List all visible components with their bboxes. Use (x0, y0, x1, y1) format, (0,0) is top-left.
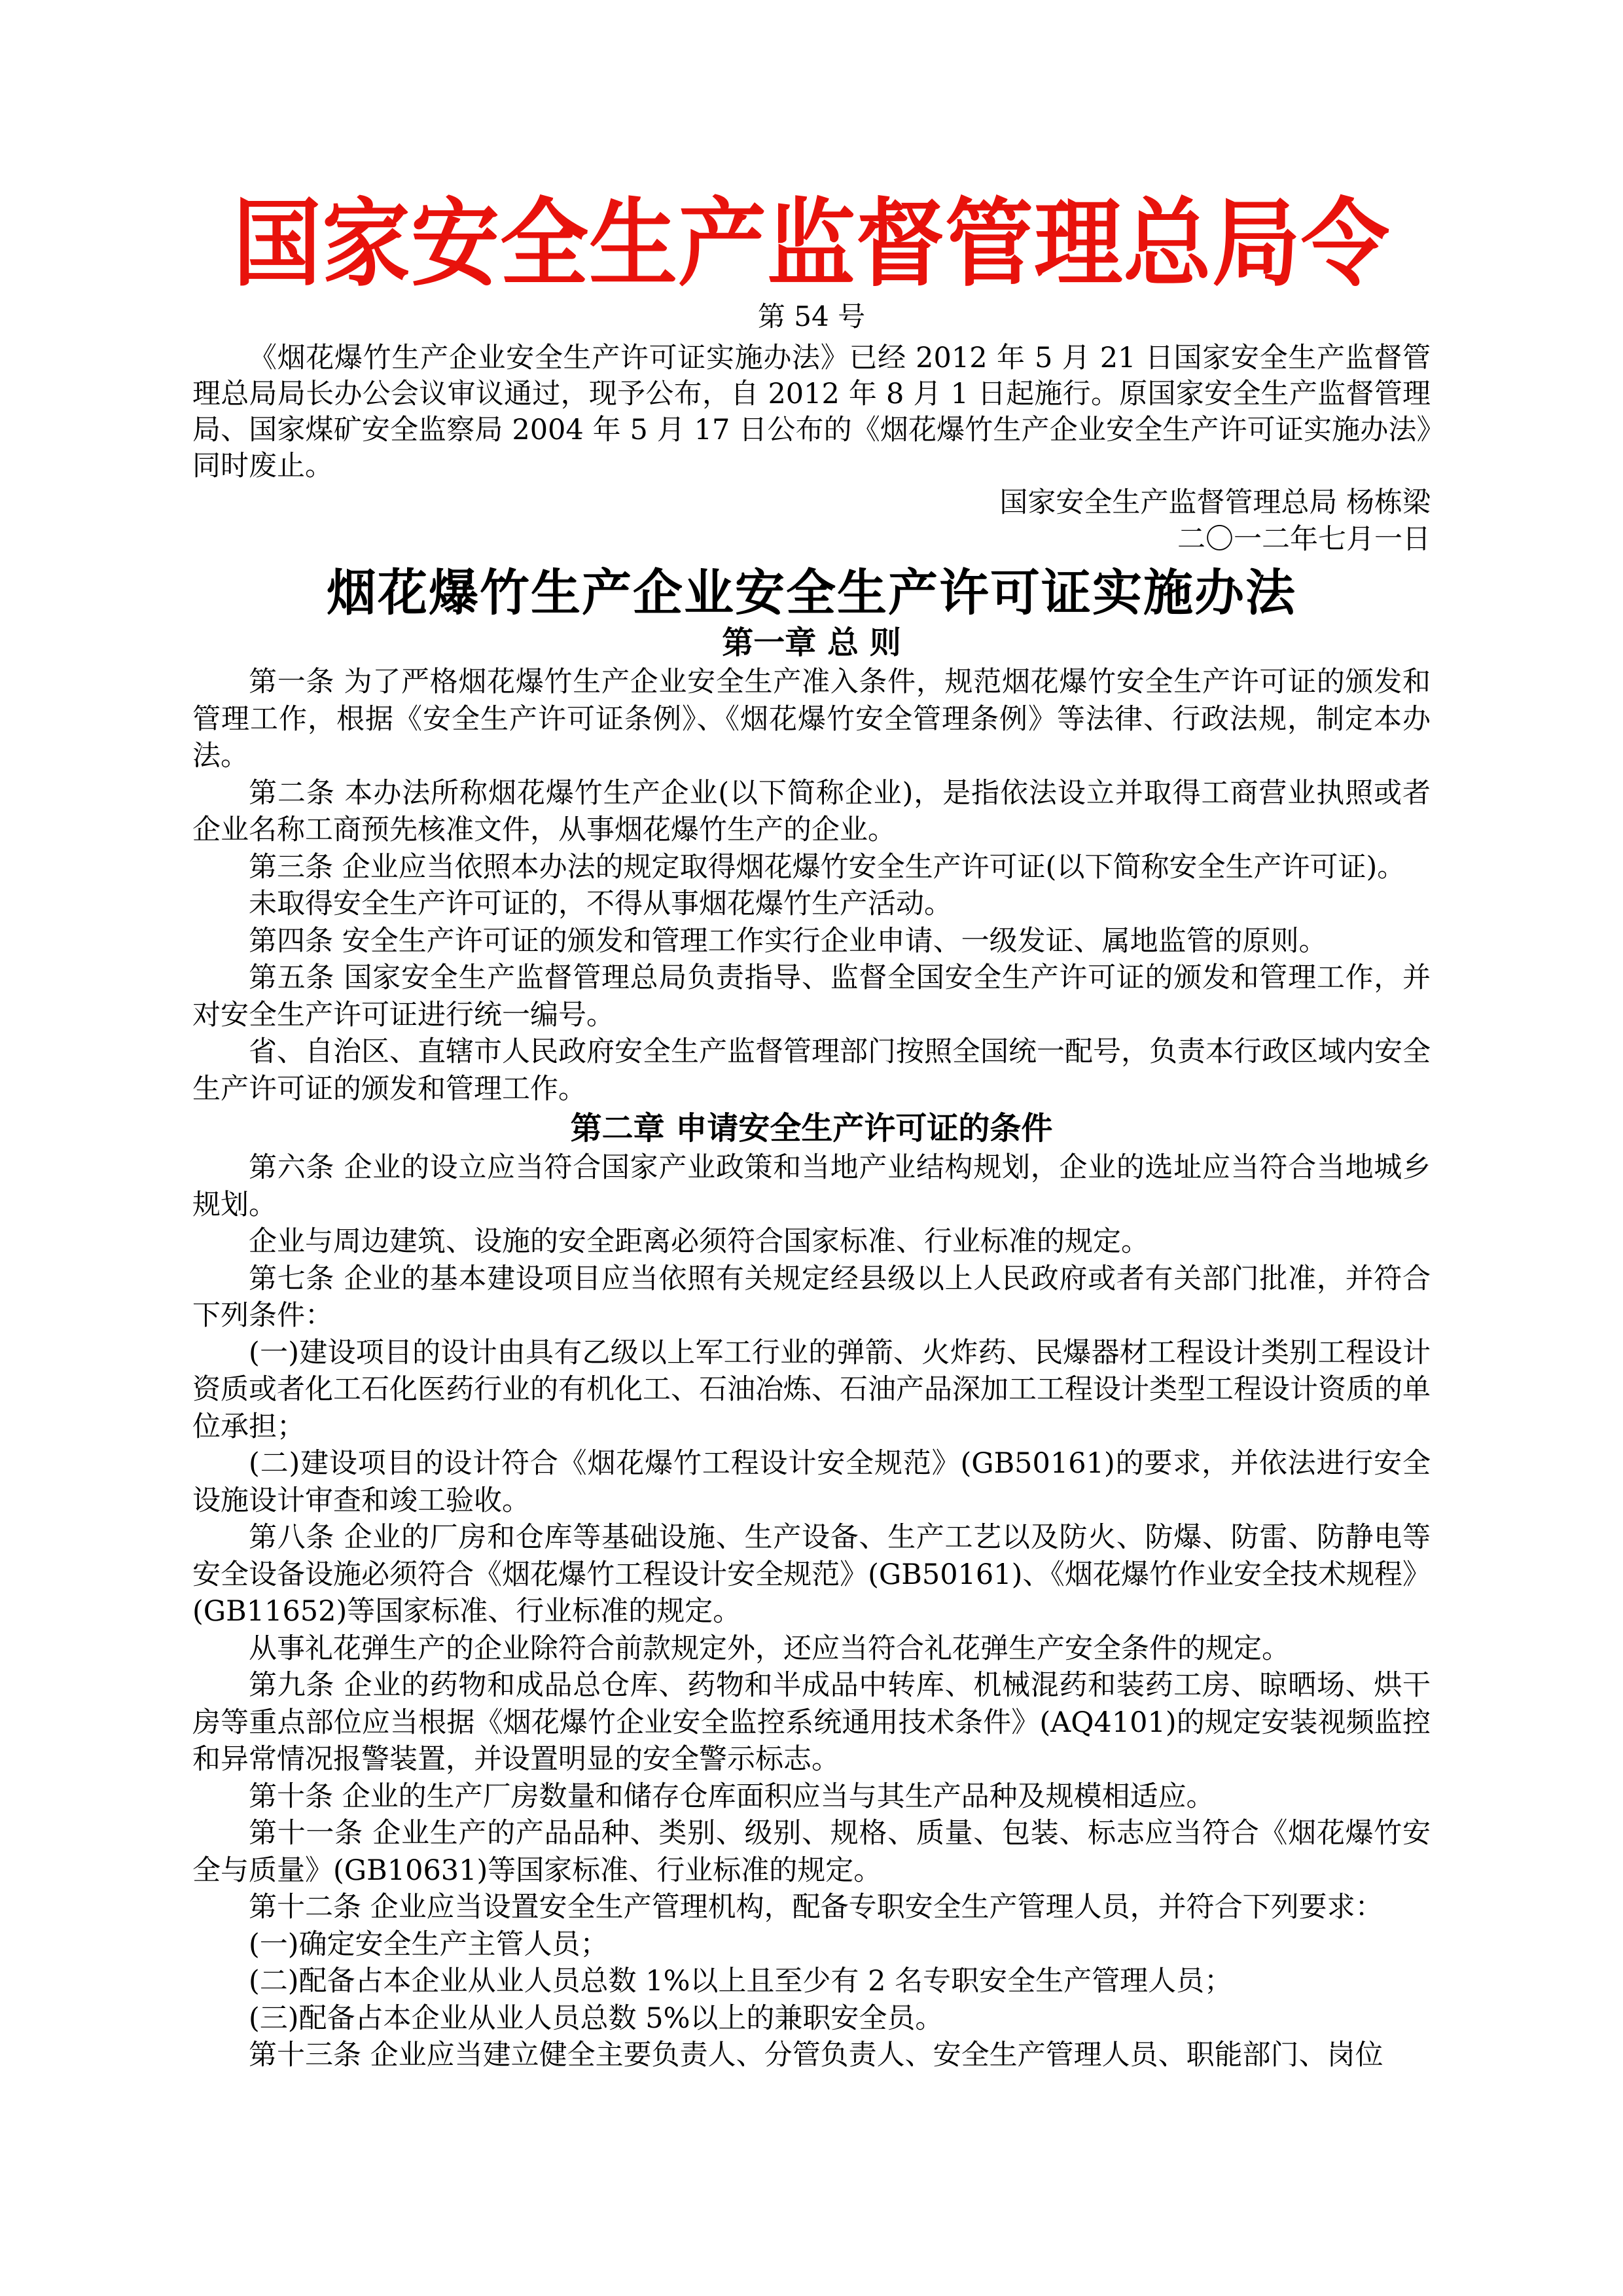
article-paragraph: 第二条 本办法所称烟花爆竹生产企业(以下简称企业)，是指依法设立并取得工商营业执照或者企业名称工商预先核准文件，从事烟花爆竹生产的企业。 (192, 776, 1431, 846)
regulation-title: 烟花爆竹生产企业安全生产许可证实施办法 (327, 564, 1296, 622)
article-paragraph: 从事礼花弹生产的企业除符合前款规定外，还应当符合礼花弹生产安全条件的规定。 (249, 1632, 1290, 1665)
article-paragraph: 企业与周边建筑、设施的安全距离必须符合国家标准、行业标准的规定。 (249, 1225, 1149, 1258)
article-paragraph: 第四条 安全生产许可证的颁发和管理工作实行企业申请、一级发证、属地监管的原则。 (249, 924, 1327, 958)
article-paragraph: 第九条 企业的药物和成品总仓库、药物和半成品中转库、机械混药和装药工房、晾晒场、烘干房等重点部位应当根据《烟花爆竹企业安全监控系统通用技术条件》(AQ4101)的规定安装视频监控和异常情况报警装置，并设置明显的安全警示标志。 (192, 1669, 1431, 1776)
chapter-1-heading: 第一章 总 则 (722, 624, 901, 661)
article-paragraph: (三)配备占本企业从业人员总数 5%以上的兼职安全员。 (249, 2001, 944, 2035)
signature-line: 国家安全生产监督管理总局 杨栋梁 (999, 486, 1431, 519)
chapter-2-heading: 第二章 申请安全生产许可证的条件 (570, 1110, 1053, 1147)
article-paragraph: (二)配备占本企业从业人员总数 1%以上且至少有 2 名专职安全生产管理人员； (249, 1965, 1233, 1998)
article-paragraph: 第十三条 企业应当建立健全主要负责人、分管负责人、安全生产管理人员、职能部门、岗位 (249, 2039, 1383, 2072)
article-paragraph: 第十条 企业的生产厂房数量和储存仓库面积应当与其生产品种及规模相适应。 (249, 1780, 1215, 1813)
article-paragraph: 第十一条 企业生产的产品品种、类别、级别、规格、质量、包装、标志应当符合《烟花爆竹安全与质量》(GB10631)等国家标准、行业标准的规定。 (192, 1817, 1431, 1887)
article-paragraph: 第一条 为了严格烟花爆竹生产企业安全生产准入条件，规范烟花爆竹安全生产许可证的颁发和管理工作，根据《安全生产许可证条例》、《烟花爆竹安全管理条例》等法律、行政法规，制定本办法。 (192, 666, 1431, 772)
article-paragraph: (二)建设项目的设计符合《烟花爆竹工程设计安全规范》(GB50161)的要求，并依法进行安全设施设计审查和竣工验收。 (192, 1447, 1431, 1517)
article-paragraph: 省、自治区、直辖市人民政府安全生产监督管理部门按照全国统一配号，负责本行政区域内安全生产许可证的颁发和管理工作。 (192, 1035, 1431, 1105)
article-paragraph: 第十二条 企业应当设置安全生产管理机构，配备专职安全生产管理人员，并符合下列要求： (249, 1891, 1383, 1924)
gazette-masthead-title: 国家安全生产监督管理总局令 (233, 187, 1390, 300)
article-paragraph: 第五条 国家安全生产监督管理总局负责指导、监督全国安全生产许可证的颁发和管理工作，并对安全生产许可证进行统一编号。 (192, 961, 1431, 1031)
article-paragraph: 第六条 企业的设立应当符合国家产业政策和当地产业结构规划，企业的选址应当符合当地城乡规划。 (192, 1151, 1431, 1221)
article-paragraph: 第八条 企业的厂房和仓库等基础设施、生产设备、生产工艺以及防火、防爆、防雷、防静电等安全设备设施必须符合《烟花爆竹工程设计安全规范》(GB50161)、《烟花爆竹作业安全技术规程》(GB11652)等国家标准、行业标准的规定。 (192, 1521, 1431, 1628)
article-paragraph: 第七条 企业的基本建设项目应当依照有关规定经县级以上人民政府或者有关部门批准，并符合下列条件： (192, 1262, 1431, 1332)
article-paragraph: (一)确定安全生产主管人员； (249, 1928, 609, 1961)
signature-date: 二〇一二年七月一日 (1177, 523, 1431, 556)
promulgation-preamble: 《烟花爆竹生产企业安全生产许可证实施办法》已经 2012 年 5 月 21 日国家安全生产监督管理总局局长办公会议审议通过，现予公布，自 2012 年 8 月 1 日起施行。原国家安全生产监督管理局、国家煤矿安全监察局 2004 年 5 月 17 日公布的《烟花爆竹生产企业安全生产许可证实施办法》同时废止。 (192, 342, 1431, 482)
order-number: 第 54 号 (757, 300, 866, 332)
article-paragraph: (一)建设项目的设计由具有乙级以上军工行业的弹箭、火炸药、民爆器材工程设计类别工程设计资质或者化工石化医药行业的有机化工、石油冶炼、石油产品深加工工程设计类型工程设计资质的单位承担； (192, 1336, 1431, 1443)
article-paragraph: 未取得安全生产许可证的，不得从事烟花爆竹生产活动。 (249, 888, 952, 920)
article-paragraph: 第三条 企业应当依照本办法的规定取得烟花爆竹安全生产许可证(以下简称安全生产许可证)。 (249, 850, 1406, 884)
